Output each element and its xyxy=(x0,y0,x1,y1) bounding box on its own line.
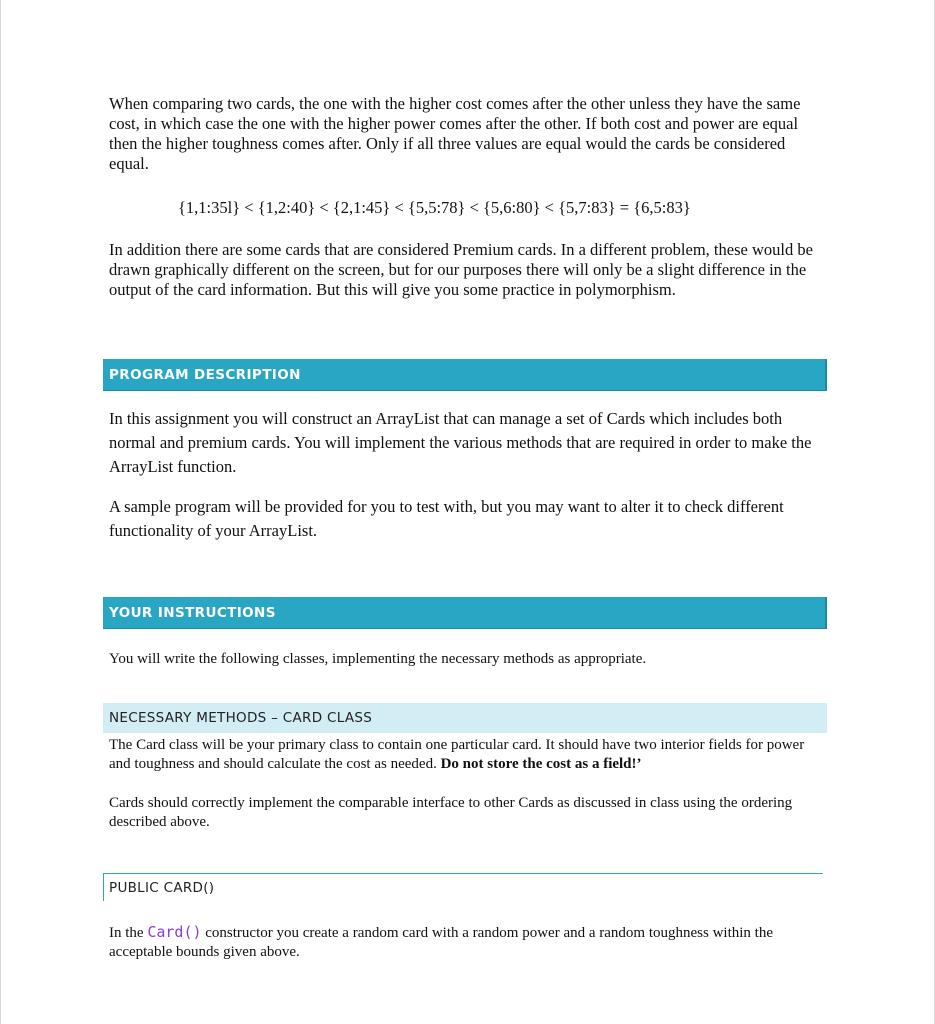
your-instructions-paragraph: You will write the following classes, implementing the necessary methods as appropriate. xyxy=(109,651,647,667)
public-card-heading xyxy=(103,873,823,901)
page-border-left xyxy=(0,0,1,1024)
card-class-heading-text: NECESSARY METHODS – CARD CLASS xyxy=(109,710,373,726)
program-description-heading-text: PROGRAM DESCRIPTION xyxy=(109,367,301,383)
card-class-paragraph-2: Cards should correctly implement the comparable interface to other Cards as discussed in class using the ordering described above. xyxy=(109,795,793,830)
comparison-paragraph: When comparing two cards, the one with the higher cost comes after the other unless they have the same cost, in which case the one with the higher power comes after the other. If both cost and power are equal then the higher toughness comes after. Only if all three values are equal would the cards be considered equal. xyxy=(109,94,801,173)
public-card-paragraph xyxy=(109,923,825,962)
program-description-paragraph-1: In this assignment you will construct an ArrayList that can manage a set of Cards which includes both normal and premium cards. You will implement the various methods that are required in order to make the ArrayList function. xyxy=(109,409,812,476)
card-class-paragraph-1 xyxy=(109,736,825,774)
premium-paragraph: In addition there are some cards that are considered Premium cards. In a different problem, these would be drawn graphically different on the screen, but for our purposes there will only be a slight difference in the output of the card information. But this will give you some practice in polymorphism. xyxy=(109,240,813,299)
public-card-paragraph-after: constructor you create a random card with a random power and a random toughness within the acceptable bounds given above. xyxy=(109,925,774,960)
your-instructions-heading-text: YOUR INSTRUCTIONS xyxy=(109,605,276,621)
ordering-formula: {1,1:35l} < {1,2:40} < {2,1:45} < {5,5:78} < {5,6:80} < {5,7:83} = {6,5:83} xyxy=(178,198,691,217)
card-class-paragraph-1-text: The Card class will be your primary class to contain one particular card. It should have two interior fields for power and toughness and should calculate the cost as needed. xyxy=(109,737,805,772)
your-instructions-heading xyxy=(103,597,827,629)
public-card-heading-text: PUBLIC CARD() xyxy=(109,880,215,896)
program-description-heading xyxy=(103,359,827,391)
public-card-paragraph-before: In the xyxy=(109,925,148,941)
program-description-paragraph-2: A sample program will be provided for you to test with, but you may want to alter it to check different functionality of your ArrayList. xyxy=(109,497,784,540)
card-constructor-code: Card() xyxy=(147,923,202,941)
card-class-paragraph-1-bold: Do not store the cost as a field!’ xyxy=(440,756,642,772)
card-class-heading xyxy=(103,703,827,733)
